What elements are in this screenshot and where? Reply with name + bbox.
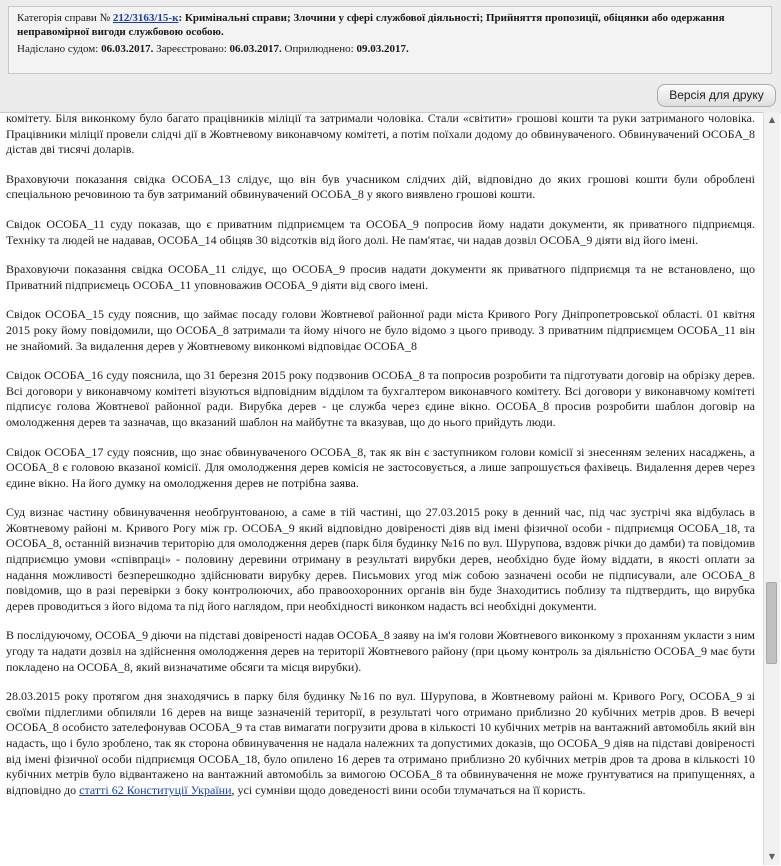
document-paragraph: комітету. Біля виконкому було багато працівників міліції та затримали чоловіка. Стали «світити» грошові кошти та руки затриманого чоловіка. Працівники міліції провели слідчі дії в Жовтневому виконавчому комітеті, а потім поїхали додому до обвинуваченого. Обвинувачений ОСОБА_8 дістав дві тисячі доларів.: [6, 112, 755, 157]
document-scrollbar[interactable]: [763, 112, 780, 865]
case-category-label: Категорія справи №: [17, 12, 111, 24]
document-paragraph: Враховуючи показання свідка ОСОБА_11 слідує, що ОСОБА_9 просив надати документи як приватного підприємця та не встановлено, що Приватний підприємець ОСОБА_11 уповноважив ОСОБА_9 діяти від свого імені.: [6, 262, 755, 292]
published-label: Оприлюднено:: [284, 43, 354, 55]
case-number-link[interactable]: 212/3163/15-к: [112, 12, 179, 24]
sent-label: Надіслано судом:: [17, 43, 99, 55]
case-info-header: [8, 6, 772, 74]
document-paragraph: Свідок ОСОБА_15 суду пояснив, що займає посаду голови Жовтневої районної ради міста Кривого Рогу Дніпропетровської області. 01 квітня 2015 року йому повідомили, що ОСОБА_8 затримали та йому нічого не було відомо з цього приводу. З приватним підприємцем ОСОБА_11 він не знайомий. За видалення дерев у Жовтневому виконкомі відповідає ОСОБА_8: [6, 307, 755, 353]
print-version-button[interactable]: Версія для друку: [657, 84, 776, 107]
registered-date: 06.03.2017.: [229, 43, 282, 55]
last-paragraph-tail: , усі сумніви щодо доведеності вини особи тлумачаться на її користь.: [231, 782, 586, 797]
case-category-text: : Кримінальні справи; Злочини у сфері службової діяльності; Прийняття пропозиції, обіцянки або одержання неправомірної вигоди службовою особою.: [17, 12, 725, 38]
document-paragraph: Суд визнає частину обвинувачення необґрунтованою, а саме в тій частині, що 27.03.2015 року в денний час, під час зустрічі яка відбулась в Жовтневому районі м. Кривого Рогу між гр. ОСОБА_9 який відповідно довіреності діяв від імені фізичної особи - підприємця ОСОБА_18, та ОСОБА_8, останній визначив територію для омолодження дерев (парк біля будинку №16 по вул. Шурупова, вздовж річки до дамби) та повідомив підприємцю умови «співпраці» - половину деревини отриману в результаті вирубки дерев, необхідно буде йому віддати, в якості оплати за надання можливості безперешкодно здійснювати вирубку дерев. Письмових угод між собою зазначені особи не підписували, але ОСОБА_8 повідомив, що в разі перевірки з боку контролюючих, або правоохоронних органів він буде Знаходитись поблизу та підтвердить, що вирубка дерев проводиться з його відома та під його наглядом, при необхідності виконком надасть всі необхідні документи.: [6, 505, 755, 613]
document-paragraph: Свідок ОСОБА_17 суду пояснив, що знає обвинуваченого ОСОБА_8, так як він є заступником голови комісії зі знесенням зелених насаджень, а ОСОБА_8 є головою вказаної комісії. Для омолодження дерев комісія не застосовується, а лише запрошується фахівець. Видалення дерев через єдине вікно. На його думку на омолодження дерев не потрібна заява.: [6, 444, 755, 490]
document-frame: [0, 112, 781, 866]
document-paragraph: В послідуючому, ОСОБА_9 діючи на підставі довіреності надав ОСОБА_8 заяву на ім'я голови Жовтневого виконкому з проханням укласти з ним угоду та надати дозвіл на здійснення омолодження дерев на території Жовтневого району (при цьому контроль за діяльністю ОСОБА_9 має бути покладено на ОСОБА_8, який визначатиме обсяги та місця вирубки).: [6, 628, 755, 674]
sent-date: 06.03.2017.: [101, 43, 154, 55]
scrollbar-thumb[interactable]: [766, 582, 777, 664]
document-paragraph: Свідок ОСОБА_16 суду пояснила, що 31 березня 2015 року подзвонив ОСОБА_8 та попросив розробити та підготувати договір на обрізку дерев. Всі договори у виконавчому комітеті візуються відповідним відділом та бухгалтером виконавчого комітету. Всі договори у виконавчому комітеті підписує голова Жовтневої районної ради. Вирубка дерев - це служба через єдине вікно. ОСОБА_8 просив розробити шаблон договір на омолодження дерев та зазначав, що вказаний шаблон на майбутнє та вказував, що до нього прийдуть люди.: [6, 368, 755, 429]
published-date: 09.03.2017.: [356, 43, 409, 55]
arrow-up-icon[interactable]: ▲: [768, 115, 776, 124]
document-text: [6, 112, 755, 812]
constitution-article-link[interactable]: статті 62 Конституції України: [79, 782, 232, 797]
registered-label: Зареєстровано:: [156, 43, 227, 55]
last-paragraph-text: 28.03.2015 року протягом дня знаходячись в парку біля будинку №16 по вул. Шурупова, в Жовтневому районі м. Кривого Рогу, ОСОБА_9 зі своїми підлеглими обпиляли 16 дерев на вище зазначеній території, в результаті чого отримано приблизно 20 кубічних метрів дров. В вечері ОСОБА_8 особисто зателефонував ОСОБА_9 та став вимагати погрузити дрова в кількості 10 кубічних метрів на вантажний автомобіль який він надасть, що і було зроблено, так як сторона обвинувачення не надала належних та допустимих доказів, що ОСОБА_9 діяв на підставі довіреності від імені фізичної особи підприємця ОСОБА_18, було опилено 16 дерев та отримано приблизно 20 кубічних метрів дров та дрова в кількості 10 кубічних метрів було відвантажено на вантажний автомобіль за вимогою ОСОБА_8 та обвинувачення не може ґрунтуватися на припущеннях, а відповідно до: [6, 689, 755, 797]
document-paragraph: Враховуючи показання свідка ОСОБА_13 слідує, що він був учасником слідчих дій, відповідно до яких грошові кошти були оброблені спеціальною речовиною та був затриманий обвинувачений ОСОБА_8 у якого виявлено грошові кошти.: [6, 171, 755, 202]
arrow-down-icon[interactable]: ▼: [768, 852, 776, 861]
document-paragraph: Свідок ОСОБА_11 суду показав, що є приватним підприємцем та ОСОБА_9 попросив йому надати документи, як приватного підприємця. Техніку та людей не надавав, ОСОБА_14 обіцяв 30 відсотків від його долі. Не пам'ятає, чи надав дозвіл ОСОБА_9 діяти від його імені.: [6, 216, 755, 247]
case-dates-line: [17, 42, 763, 56]
document-paragraph-last: [6, 689, 755, 798]
case-category-line: [17, 11, 763, 39]
